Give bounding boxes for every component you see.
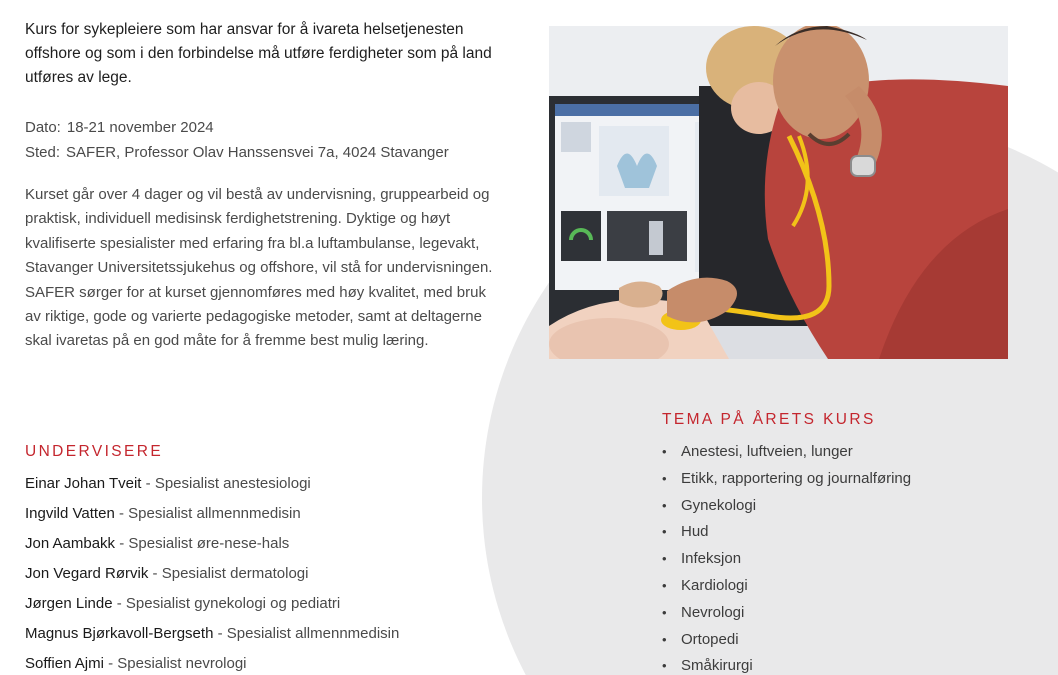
teacher-separator: -	[115, 535, 129, 552]
place-value: SAFER, Professor Olav Hanssensvei 7a, 4024 Stavanger	[66, 144, 449, 161]
intro-text: Kurs for sykepleiere som har ansvar for å ivareta helsetjenesten offshore og som i den forbindelse må utføre ferdigheter som på land utføres av lege.	[25, 21, 492, 86]
topic-item	[662, 467, 911, 494]
teacher-item	[25, 472, 399, 502]
teacher-separator: -	[141, 475, 155, 492]
date-value: 18-21 november 2024	[66, 119, 214, 136]
bullet-icon: •	[662, 658, 667, 674]
training-photo	[549, 26, 1008, 359]
bullet-icon: •	[662, 577, 667, 593]
topic-label: Nevrologi	[681, 603, 745, 621]
teacher-separator: -	[148, 565, 162, 582]
teacher-item	[25, 562, 399, 592]
teacher-name: Jon Vegard Rørvik	[25, 565, 149, 582]
place-row	[25, 140, 505, 165]
topic-label: Etikk, rapportering og journalføring	[681, 469, 912, 487]
topics-heading: TEMA PÅ ÅRETS KURS	[662, 411, 876, 428]
training-illustration	[549, 26, 1008, 359]
teacher-role: Spesialist gynekologi og pediatri	[125, 595, 341, 612]
teacher-name: Einar Johan Tveit	[25, 475, 142, 492]
teacher-separator: -	[112, 595, 126, 612]
topic-label: Anestesi, luftveien, lunger	[681, 443, 853, 460]
teacher-role: Spesialist øre-nese-hals	[128, 535, 290, 552]
topic-label: Kardiologi	[681, 576, 748, 594]
topic-item	[662, 574, 911, 601]
teacher-role: Spesialist nevrologi	[117, 655, 247, 672]
topic-label: Gynekologi	[681, 496, 757, 514]
topic-item	[662, 440, 911, 467]
topics-list	[662, 440, 911, 675]
topic-item	[662, 654, 911, 675]
bullet-icon: •	[662, 604, 667, 620]
teacher-item	[25, 502, 399, 532]
topic-item	[662, 628, 911, 655]
teacher-role: Spesialist anestesiologi	[154, 475, 311, 492]
topic-item	[662, 520, 911, 547]
teacher-role: Spesialist allmennmedisin	[128, 505, 301, 522]
teacher-item	[25, 592, 399, 622]
teacher-name: Ingvild Vatten	[25, 505, 115, 522]
bullet-icon: •	[662, 524, 667, 540]
teacher-role: Spesialist allmennmedisin	[226, 625, 400, 642]
teacher-item	[25, 532, 399, 562]
teacher-item	[25, 622, 399, 652]
course-description: Kurset går over 4 dager og vil bestå av undervisning, gruppearbeid og praktisk, individuell medisinsk ferdighetstrening. Dyktige og høyt kvalifiserte spesialister med erfaring fra bl.a luftambulanse, legevakt, Stavanger Universitetssjukehus og offshore, vil stå for undervisningen. SAFER sørger for at kurset gjennomføres med høy kvalitet, med bruk av riktige, gode og varierte pedagogiske metoder, samt at deltagerne skal ivaretas på en god måte for å fremme best mulig læring.	[25, 186, 493, 350]
bullet-icon: •	[662, 497, 667, 513]
left-column	[25, 18, 505, 354]
place-label: Sted:	[25, 144, 61, 161]
course-details	[25, 115, 505, 165]
teacher-separator: -	[213, 625, 227, 642]
topic-label: Hud	[681, 523, 709, 541]
bullet-icon: •	[662, 551, 667, 567]
teacher-name: Magnus Bjørkavoll-Bergseth	[25, 625, 214, 642]
bullet-icon: •	[662, 631, 667, 647]
topic-label: Infeksjon	[681, 550, 742, 568]
date-label: Dato:	[25, 119, 61, 136]
topic-item	[662, 494, 911, 521]
teachers-heading: UNDERVISERE	[25, 443, 164, 460]
teachers-list	[25, 472, 399, 675]
topic-item	[662, 601, 911, 628]
teacher-item	[25, 652, 399, 675]
teacher-name: Soffien Ajmi	[25, 655, 104, 672]
bullet-icon: •	[662, 470, 667, 486]
bullet-icon: •	[662, 444, 667, 459]
topic-item	[662, 547, 911, 574]
topic-label: Ortopedi	[681, 630, 739, 648]
teacher-name: Jørgen Linde	[25, 595, 113, 612]
date-row	[25, 115, 505, 140]
teacher-role: Spesialist dermatologi	[161, 565, 309, 582]
teacher-separator: -	[103, 655, 118, 672]
topic-label: Småkirurgi	[681, 657, 753, 675]
teacher-separator: -	[114, 505, 129, 522]
teacher-name: Jon Aambakk	[25, 535, 116, 552]
